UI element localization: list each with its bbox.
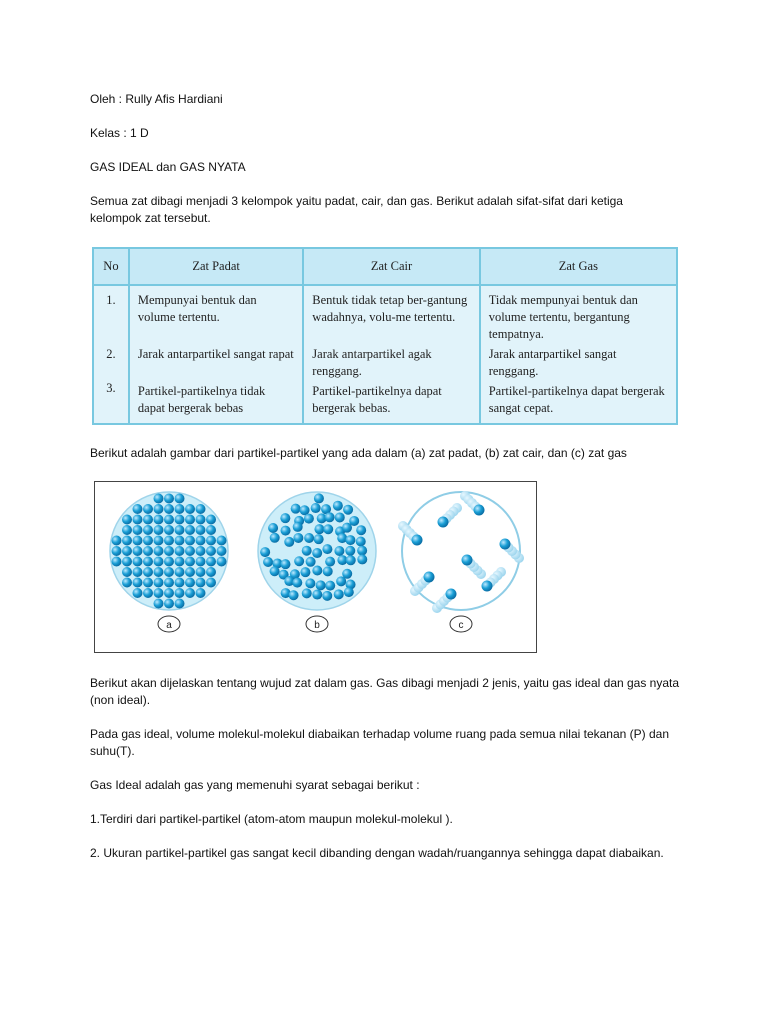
liquid-particle [356, 525, 366, 535]
padat-item: Jarak antarpartikel sangat rapat [137, 347, 294, 361]
liquid-particle [323, 566, 333, 576]
liquid-particle [325, 581, 335, 591]
solid-particle [185, 588, 195, 598]
solid-particle [196, 525, 206, 535]
liquid-particles-diagram [258, 492, 376, 610]
solid-particle [122, 578, 132, 588]
solid-particle [154, 525, 164, 535]
solid-particle [217, 557, 227, 567]
padat-item: Partikel-partikelnya tidak dapat bergerak bebas [137, 384, 266, 415]
solid-particle [175, 536, 185, 546]
solid-particle [196, 588, 206, 598]
solid-particle [175, 525, 185, 535]
solid-particle [122, 515, 132, 525]
cair-item: Bentuk tidak tetap ber-gantung wadahnya, volu-me tertentu. [312, 293, 468, 324]
solid-particle [154, 567, 164, 577]
solid-particle [164, 557, 174, 567]
gas-item: Tidak mempunyai bentuk dan volume tertentu, bergantung tempatnya. [488, 293, 638, 341]
author-line: Oleh : Rully Afis Hardiani [90, 92, 223, 106]
label-a [158, 616, 180, 632]
solid-particle [175, 546, 185, 556]
solid-particle [143, 578, 153, 588]
liquid-particle [302, 588, 312, 598]
class-line: Kelas : 1 D [90, 126, 149, 140]
liquid-particle [345, 535, 355, 545]
solid-particle [164, 525, 174, 535]
solid-particle [196, 546, 206, 556]
solid-particle [206, 546, 216, 556]
solid-particle [133, 588, 143, 598]
liquid-particle [304, 533, 314, 543]
row-number: 3. [106, 381, 116, 395]
liquid-particle [312, 548, 322, 558]
solid-particle [112, 536, 122, 546]
liquid-particle [357, 554, 367, 564]
intro-paragraph: Semua zat dibagi menjadi 3 kelompok yaitu padat, cair, dan gas. Berikut adalah sifat-sifat dari ketiga kelompok zat tersebut. [90, 194, 623, 225]
solid-particle [196, 504, 206, 514]
solid-particle [206, 578, 216, 588]
liquid-particle [305, 578, 315, 588]
liquid-particle [311, 503, 321, 513]
liquid-particle [325, 557, 335, 567]
gas-particle [482, 581, 493, 592]
liquid-particle [322, 544, 332, 554]
solid-particle [164, 504, 174, 514]
solid-particle [185, 536, 195, 546]
row-number: 2. [106, 347, 116, 361]
solid-particle [154, 578, 164, 588]
liquid-particle [304, 514, 314, 524]
solid-particle [154, 588, 164, 598]
solid-particle [133, 525, 143, 535]
solid-particle [206, 536, 216, 546]
label-a-text: a [166, 620, 172, 631]
label-c [450, 616, 472, 632]
solid-particle [206, 557, 216, 567]
paragraph-gas-types: Berikut akan dijelaskan tentang wujud zat dalam gas. Gas dibagi menjadi 2 jenis, yaitu gas ideal dan gas nyata (non ideal). [90, 676, 680, 707]
liquid-particle [343, 505, 353, 515]
liquid-particle [312, 566, 322, 576]
doc-heading: GAS IDEAL dan GAS NYATA [90, 160, 246, 174]
liquid-particle [356, 536, 366, 546]
liquid-particle [270, 533, 280, 543]
solid-particle [185, 557, 195, 567]
solid-particle [133, 546, 143, 556]
solid-particle [122, 546, 132, 556]
solid-particle [185, 515, 195, 525]
solid-particle [154, 599, 164, 609]
liquid-particle [289, 590, 299, 600]
gas-particle [500, 539, 511, 550]
solid-particle [133, 578, 143, 588]
solid-particle [122, 567, 132, 577]
solid-particle [133, 536, 143, 546]
liquid-particle [281, 526, 291, 536]
particles-figure [94, 481, 537, 653]
liquid-particle [336, 576, 346, 586]
liquid-particle [302, 546, 312, 556]
liquid-particle [280, 559, 290, 569]
liquid-particle [334, 589, 344, 599]
label-b [306, 616, 328, 632]
liquid-particle [294, 556, 304, 566]
solid-particle [185, 504, 195, 514]
solid-particle [133, 504, 143, 514]
solid-particle [112, 546, 122, 556]
solid-particle [143, 567, 153, 577]
liquid-particle [333, 501, 343, 511]
padat-item: Mempunyai bentuk dan volume tertentu. [137, 293, 257, 324]
liquid-particle [284, 537, 294, 547]
solid-particle [164, 578, 174, 588]
liquid-particle [335, 512, 345, 522]
solid-particle [175, 567, 185, 577]
liquid-particle [280, 513, 290, 523]
solid-particle [175, 515, 185, 525]
label-c-text: c [458, 620, 464, 631]
solid-particle [143, 536, 153, 546]
liquid-particle [314, 524, 324, 534]
solid-particle [175, 588, 185, 598]
solid-particle [143, 588, 153, 598]
paragraph-conditions-intro: Gas Ideal adalah gas yang memenuhi syarat sebagai berikut : [90, 778, 420, 792]
solid-particle [143, 546, 153, 556]
header-gas: Zat Gas [480, 248, 677, 285]
solid-particle [122, 536, 132, 546]
solid-particle [175, 599, 185, 609]
solid-particle [143, 557, 153, 567]
solid-particle [133, 515, 143, 525]
liquid-particle [293, 522, 303, 532]
solid-particle [206, 515, 216, 525]
solid-particle [185, 525, 195, 535]
liquid-particle [325, 512, 335, 522]
gas-particle [438, 517, 449, 528]
label-b-text: b [314, 620, 320, 631]
cair-item: Partikel-partikelnya dapat bergerak bebas. [312, 384, 442, 415]
cell-gas [480, 285, 677, 424]
figure-caption: Berikut adalah gambar dari partikel-partikel yang ada dalam (a) zat padat, (b) zat cair, dan (c) zat gas [90, 446, 627, 460]
states-table [92, 247, 678, 425]
solid-particle [133, 567, 143, 577]
cell-padat [129, 285, 303, 424]
solid-particle [164, 588, 174, 598]
solid-particle [185, 567, 195, 577]
header-no: No [93, 248, 129, 285]
solid-particles-diagram [110, 492, 228, 610]
solid-particle [154, 536, 164, 546]
solid-particle [196, 515, 206, 525]
liquid-particle [306, 557, 316, 567]
paragraph-condition-2: 2. Ukuran partikel-partikel gas sangat kecil dibanding dengan wadah/ruangannya sehingga dapat diabaikan. [90, 846, 664, 860]
solid-particle [175, 504, 185, 514]
solid-particle [206, 525, 216, 535]
liquid-particle [322, 591, 332, 601]
paragraph-condition-1: 1.Terdiri dari partikel-partikel (atom-atom maupun molekul-molekul ). [90, 812, 453, 826]
solid-particle [196, 578, 206, 588]
solid-particle [164, 536, 174, 546]
solid-particle [154, 494, 164, 504]
row-number: 1. [106, 293, 116, 307]
table-header-row [93, 248, 677, 285]
paragraph-ideal-gas: Pada gas ideal, volume molekul-molekul diabaikan terhadap volume ruang pada semua nilai tekanan (P) dan suhu(T). [90, 727, 670, 758]
liquid-particle [357, 546, 367, 556]
gas-particle [474, 505, 485, 516]
solid-particle [217, 546, 227, 556]
solid-particle [175, 557, 185, 567]
gas-particle [462, 555, 473, 566]
solid-particle [133, 557, 143, 567]
solid-particle [196, 567, 206, 577]
liquid-particle [263, 557, 273, 567]
solid-particle [164, 567, 174, 577]
liquid-particle [314, 534, 324, 544]
liquid-particle [346, 555, 356, 565]
liquid-particle [300, 567, 310, 577]
gas-item: Partikel-partikelnya dapat bergerak sangat cepat. [488, 384, 665, 415]
cell-cair [303, 285, 479, 424]
table-body-row [93, 285, 677, 424]
liquid-particle [268, 523, 278, 533]
solid-particle [143, 504, 153, 514]
solid-particle [122, 557, 132, 567]
solid-particle [175, 494, 185, 504]
cell-numbers [93, 285, 129, 424]
solid-particle [217, 536, 227, 546]
solid-particle [196, 557, 206, 567]
liquid-particle [312, 590, 322, 600]
solid-particle [164, 494, 174, 504]
solid-particle [164, 599, 174, 609]
liquid-particle [291, 504, 301, 514]
gas-item: Jarak antarpartikel sangat renggang. [488, 347, 617, 378]
gas-particle [412, 535, 423, 546]
liquid-particle [334, 546, 344, 556]
solid-particle [164, 515, 174, 525]
gas-particles-diagram [398, 491, 524, 613]
solid-particle [122, 525, 132, 535]
header-cair: Zat Cair [303, 248, 479, 285]
particles-svg [95, 482, 536, 652]
solid-particle [185, 546, 195, 556]
liquid-particle [314, 493, 324, 503]
solid-particle [154, 546, 164, 556]
solid-particle [206, 567, 216, 577]
liquid-particle [270, 566, 280, 576]
solid-particle [143, 515, 153, 525]
liquid-particle [292, 578, 302, 588]
solid-particle [175, 578, 185, 588]
gas-particle [424, 572, 435, 583]
gas-particle [446, 589, 457, 600]
solid-particle [112, 557, 122, 567]
liquid-particle [316, 580, 326, 590]
header-padat: Zat Padat [129, 248, 303, 285]
liquid-particle [323, 524, 333, 534]
liquid-particle [342, 523, 352, 533]
solid-particle [154, 504, 164, 514]
solid-particle [154, 515, 164, 525]
solid-particle [196, 536, 206, 546]
cair-item: Jarak antarpartikel agak renggang. [312, 347, 432, 378]
liquid-particle [345, 546, 355, 556]
liquid-particle [260, 547, 270, 557]
solid-particle [143, 525, 153, 535]
liquid-particle [293, 533, 303, 543]
solid-particle [154, 557, 164, 567]
liquid-particle [344, 587, 354, 597]
solid-particle [164, 546, 174, 556]
solid-particle [185, 578, 195, 588]
